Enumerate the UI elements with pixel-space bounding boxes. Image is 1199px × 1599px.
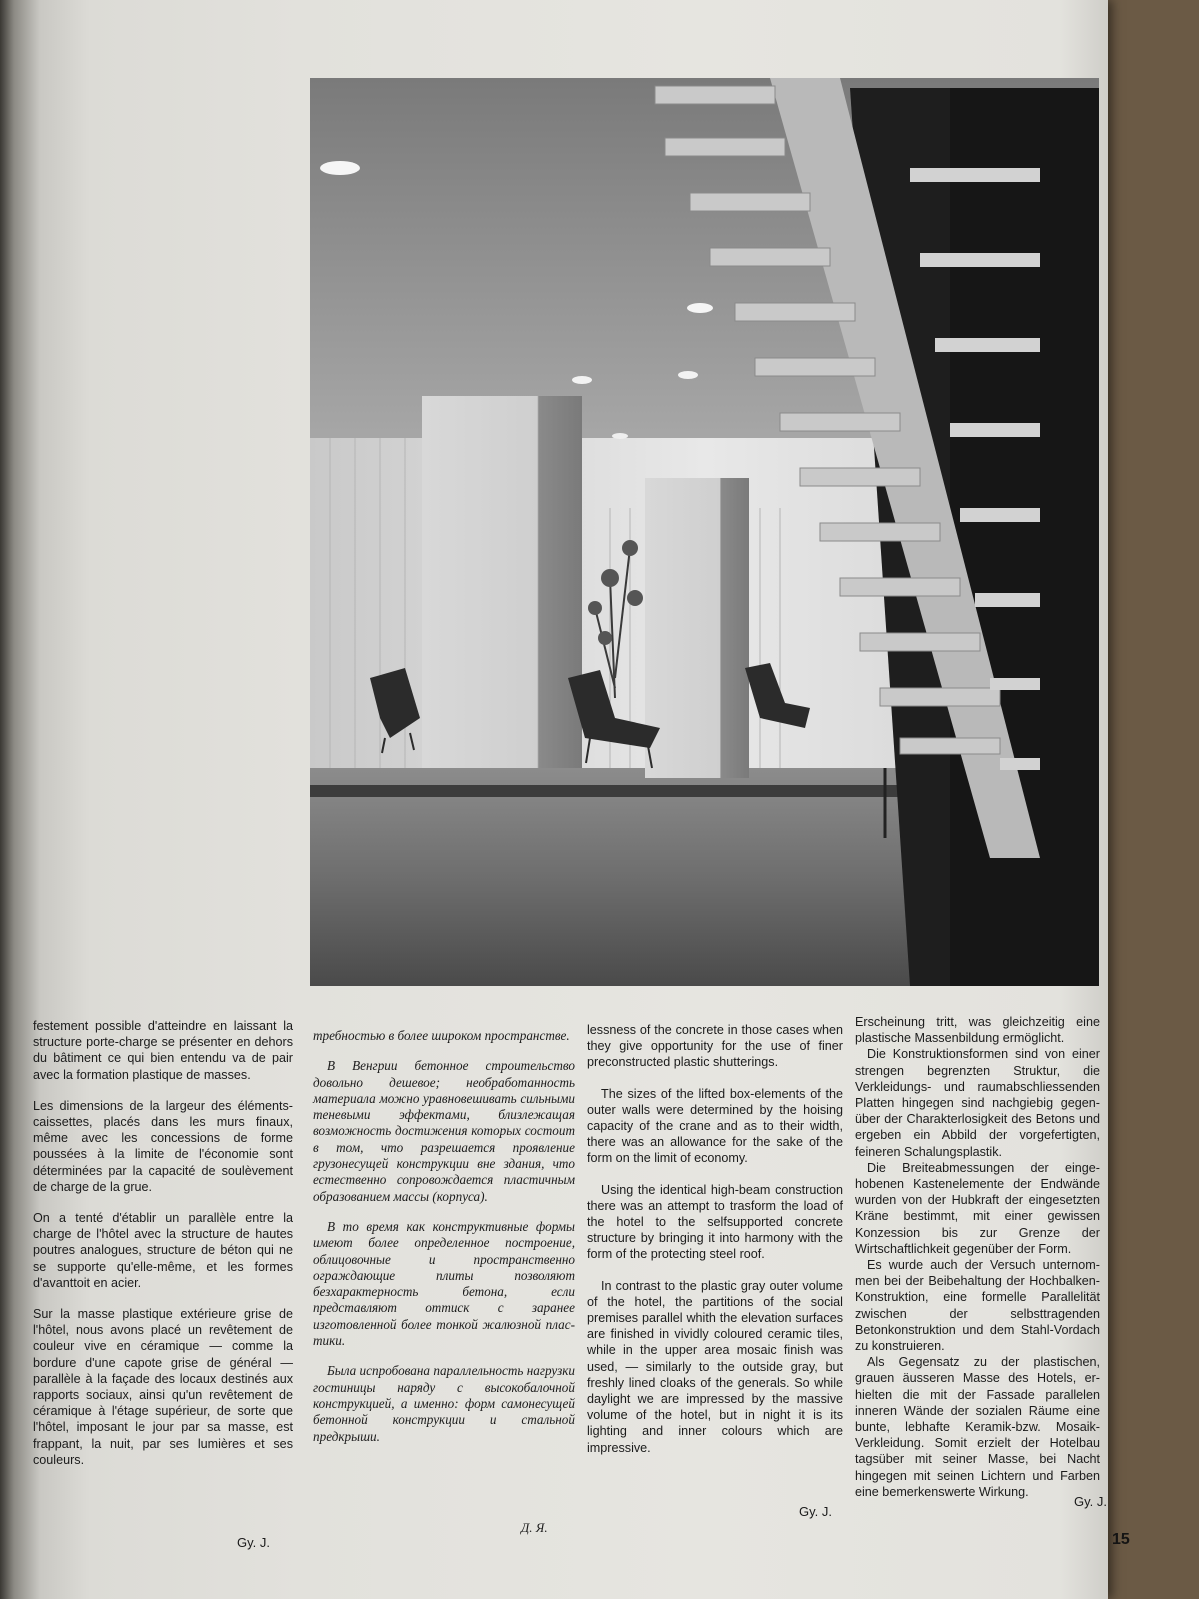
de-paragraph: Als Gegensatz zu der plastischen, grauen äusseren Masse des Hotels, erhielten die mit der Fassade parallelen inneren Wände der sozialen Räume eine bunte, lebhafte Keramik-bzw. Mosaik-Verkleidung. Somit erzielt der Hotelbau tagsüber mit seiner Masse, bei Nacht hingegen mit seinen Lichtern und Farben eine bemerkenswerte Wirkung. [855,1355,1100,1499]
russian-text-column [313,1028,575,1459]
ru-signature: Д. Я. [521,1520,548,1535]
interior-staircase-photo-icon [310,78,1099,986]
de-paragraph: Erscheinung tritt, was gleichzeitig eine plastische Massenbildung ermöglicht. [855,1015,1100,1046]
ru-paragraph: Была испробована параллельность нагрузки гостиницы наряду с высокобалочной конструкцией, а именно: форм самонесущей бетонной конструкции и стальной предкрыши. [313,1363,575,1444]
ru-paragraph: требностью в более широком пространстве. [313,1028,570,1043]
en-paragraph: Using the identical high-beam construction there was an attempt to trasform the load of the hotel to the selfsupported concrete structure by bringing it into harmony with the form of the protecting steel roof. [587,1182,843,1262]
en-signature: Gy. J. [799,1504,832,1519]
de-signature: Gy. J. [1074,1494,1107,1509]
fr-paragraph: Sur la masse plastique extérieure grise de l'hôtel, nous avons placé un revêtement de couleur vive en céramique — comme la bordure d'une capote grise de général — parallèle à la façade des locaux destinés aux rapports sociaux, ainsi qu'un revêtement de céramique à l'étage supérieur, de sorte que l'hôtel, imposant le jour par sa masse, est frappant, la nuit, par ses lumières et ses couleurs. [33,1307,293,1467]
french-text-column [33,1018,293,1483]
en-paragraph: In contrast to the plastic gray outer volume of the hotel, the partitions of the social premises parallel whith the elevation surfaces are finished in vividly coloured ceramic tiles, while in the upper area mosaic finish was used, — similarly to the outside gray, but freshly lined cloaks of the generals. So while daylight we are impressed by the massive volume of the hotel, but in night it is its lighting and inner colours which are impressive. [587,1278,843,1455]
page-number: 15 [1112,1531,1130,1548]
ru-paragraph: В то время как конструктивные формы имеют более определенное построение, облицовочные и пространственно ограждающие плиты позволяют безхарактерность бетона, если представляют оттиск с заранее изготовленной более тонкой жалюзной пластики. [313,1218,575,1349]
fr-paragraph: On a tenté d'établir un parallèle entre la charge de l'hôtel avec la structure de hautes poutres analogues, structure de béton qui ne se supporte qu'elle-même, et les formes d'avanttoit en acier. [33,1211,293,1290]
fr-signature: Gy. J. [237,1535,270,1550]
ru-paragraph: В Венгрии бетонное строительство довольно дешевое; необработанность материала можно уравновешивать сильными теневыми эффектами, близлежащая возможность достижения которых состоит в том, что разрешается проявление грузонесущей конструкции вне здания, что естественно сопровождается пластичным образованием массы (корпуса). [313,1058,575,1204]
english-text-column [587,1022,843,1471]
interior-staircase-photo [310,78,1099,986]
de-paragraph: Die Konstruktionsformen sind von einer strengen begrenzten Struktur, die Verkleidungs- und raumabschliessenden Platten hingegen sind nachgiebig gegenüber der Charakterlosigkeit des Betons und ergeben ein Abbild der vorgefertigten, feineren Schalungsplastik. [855,1047,1100,1159]
de-paragraph: Die Breiteabmessungen der eingehobenen Kastenelemente der Endwände wurden von der Hubkraft der eingesetzten Kräne bestimmt, mit einer gewissen Konzession bis zur Grenze der Wirtschaftlichkeit gegenüber der Form. [855,1160,1100,1256]
fr-paragraph: festement possible d'atteindre en laissant la structure porte-charge se présenter en dehors du bâtiment ce qui bien entendu va de pair avec la formation plastique de masses. [33,1019,293,1082]
fr-paragraph: Les dimensions de la largeur des éléments-caissettes, placés dans les murs finaux, même avec les concessions de forme poussées à la limite de l'économie sont déterminées par la capacité de soulèvement de charge de la grue. [33,1098,293,1194]
en-paragraph: The sizes of the lifted box-elements of the outer walls were determined by the hoising capacity of the crane and as to their width, there was an allowance for the sake of the form on the limit of economy. [587,1086,843,1166]
german-text-column [855,1014,1100,1500]
en-paragraph: lessness of the concrete in those cases when they give opportunity for the use of finer preconstructed plastic shutterings. [587,1023,843,1070]
de-paragraph: Es wurde auch der Versuch unternommen bei der Beibehaltung der Hochbalken-Konstruktion, eine formelle Parallelität zwischen der selbsttragenden Betonkonstruktion und dem Stahl-Vordach zu konstruieren. [855,1258,1100,1354]
